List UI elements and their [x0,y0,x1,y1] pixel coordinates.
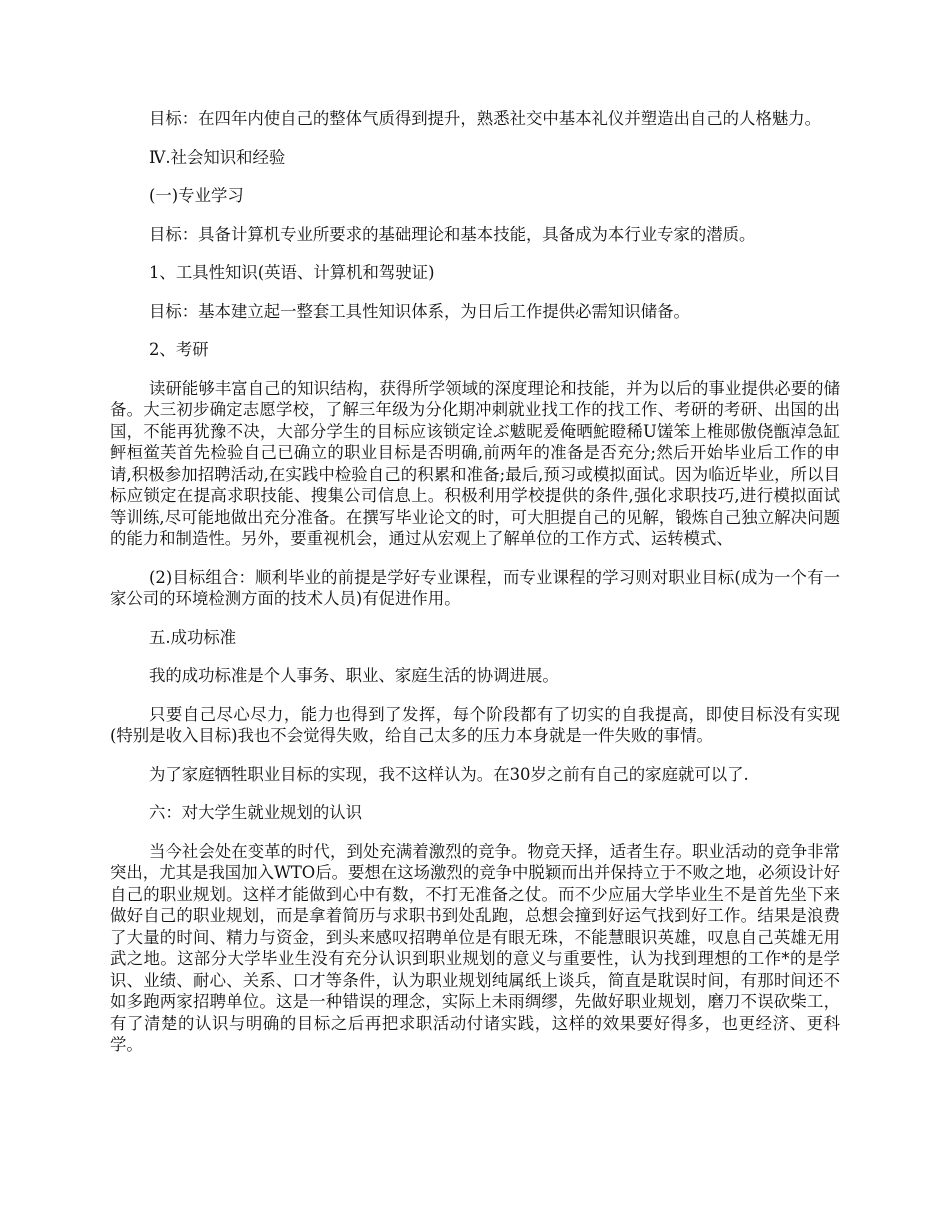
paragraph-success-standard: 我的成功标准是个人事务、职业、家庭生活的协调进展。 [149,666,559,685]
paragraph-effort: 只要自己尽心尽力，能力也得到了发挥，每个阶段都有了切实的自我提高，即使目标没有实现(特别是收入目标)我也不会觉得失败，给自己太多的压力本身就是一件失败的事情。 [110,704,840,745]
heading-career-planning: 六：对大学生就业规划的认识 [149,803,363,822]
paragraph-family: 为了家庭牺牲职业目标的实现，我不这样认为。在30岁之前有自己的家庭就可以了. [149,764,749,784]
paragraph-goal-tool-knowledge: 目标：基本建立起一整套工具性知识体系，为日后工作提供必需知识储备。 [149,301,690,321]
paragraph-goal-professional: 目标：具备计算机专业所要求的基础理论和基本技能，具备成为本行业专家的潜质。 [149,224,756,244]
paragraph-postgraduate: 读研能够丰富自己的知识结构，获得所学领域的深度理论和技能，并为以后的事业提供必要的储备。大三初步确定志愿学校，了解三年级为分化期冲刺就业找工作的找工作、考研的考研、出国的出国，不能再犹豫不决，大部分学生的目标应该锁定诠ぶ魃昵爰俺晒鮀瞪稀U馐笨上椎郧傲侥甑淖急缸鲆桓鲎芙首先检验自己已确立的职业目标是否明确,前两年的准备是否充分;然后开始毕业后工作的申请,积极参加招聘活动,在实践中检验自己的积累和准备;最后,预习或模拟面试。因为临近毕业，所以目标应锁定在提高求职技能、搜集公司信息上。积极利用学校提供的条件,强化求职技巧,进行模拟面试等训练,尽可能地做出充分准备。在撰写毕业论文的时，可大胆提自己的见解，锻炼自己独立解决问题的能力和制造性。另外，要重视机会，通过从宏观上了解单位的工作方式、运转模式、 [110,378,840,548]
heading-social-knowledge: Ⅳ.社会知识和经验 [149,147,286,167]
heading-tool-knowledge: 1、工具性知识(英语、计算机和驾驶证) [149,263,435,282]
heading-success-standard: 五.成功标准 [149,627,237,647]
heading-professional-study: (一)专业学习 [149,186,244,205]
document-body [110,108,840,1073]
heading-postgraduate: 2、考研 [149,340,209,359]
paragraph-career-planning: 当今社会处在变革的时代，到处充满着激烈的竞争。物竞天择，适者生存。职业活动的竞争非常突出，尤其是我国加入WTO后。要想在这场激烈的竞争中脱颖而出并保持立于不败之地，必须设计好自己的职业规划。这样才能做到心中有数，不打无准备之仗。而不少应届大学毕业生不是首先坐下来做好自己的职业规划，而是拿着简历与求职书到处乱跑，总想会撞到好运气找到好工作。结果是浪费了大量的时间、精力与资金，到头来感叹招聘单位是有眼无珠，不能慧眼识英雄，叹息自己英雄无用武之地。这部分大学毕业生没有充分认识到职业规划的意义与重要性，认为找到理想的工作*的是学识、业绩、耐心、关系、口才等条件，认为职业规划纯属纸上谈兵，简直是耽误时间，有那时间还不如多跑两家招聘单位。这是一种错误的理念，实际上未雨绸缪，先做好职业规划，磨刀不误砍柴工，有了清楚的认识与明确的目标之后再把求职活动付诸实践，这样的效果要好得多，也更经济、更科学。 [110,841,840,1054]
paragraph-goal-combination: (2)目标组合：顺利毕业的前提是学好专业课程，而专业课程的学习则对职业目标(成为一个有一家公司的环境检测方面的技术人员)有促进作用。 [110,567,840,608]
paragraph-goal-temperament: 目标：在四年内使自己的整体气质得到提升，熟悉社交中基本礼仪并塑造出自己的人格魅力。 [149,109,822,128]
